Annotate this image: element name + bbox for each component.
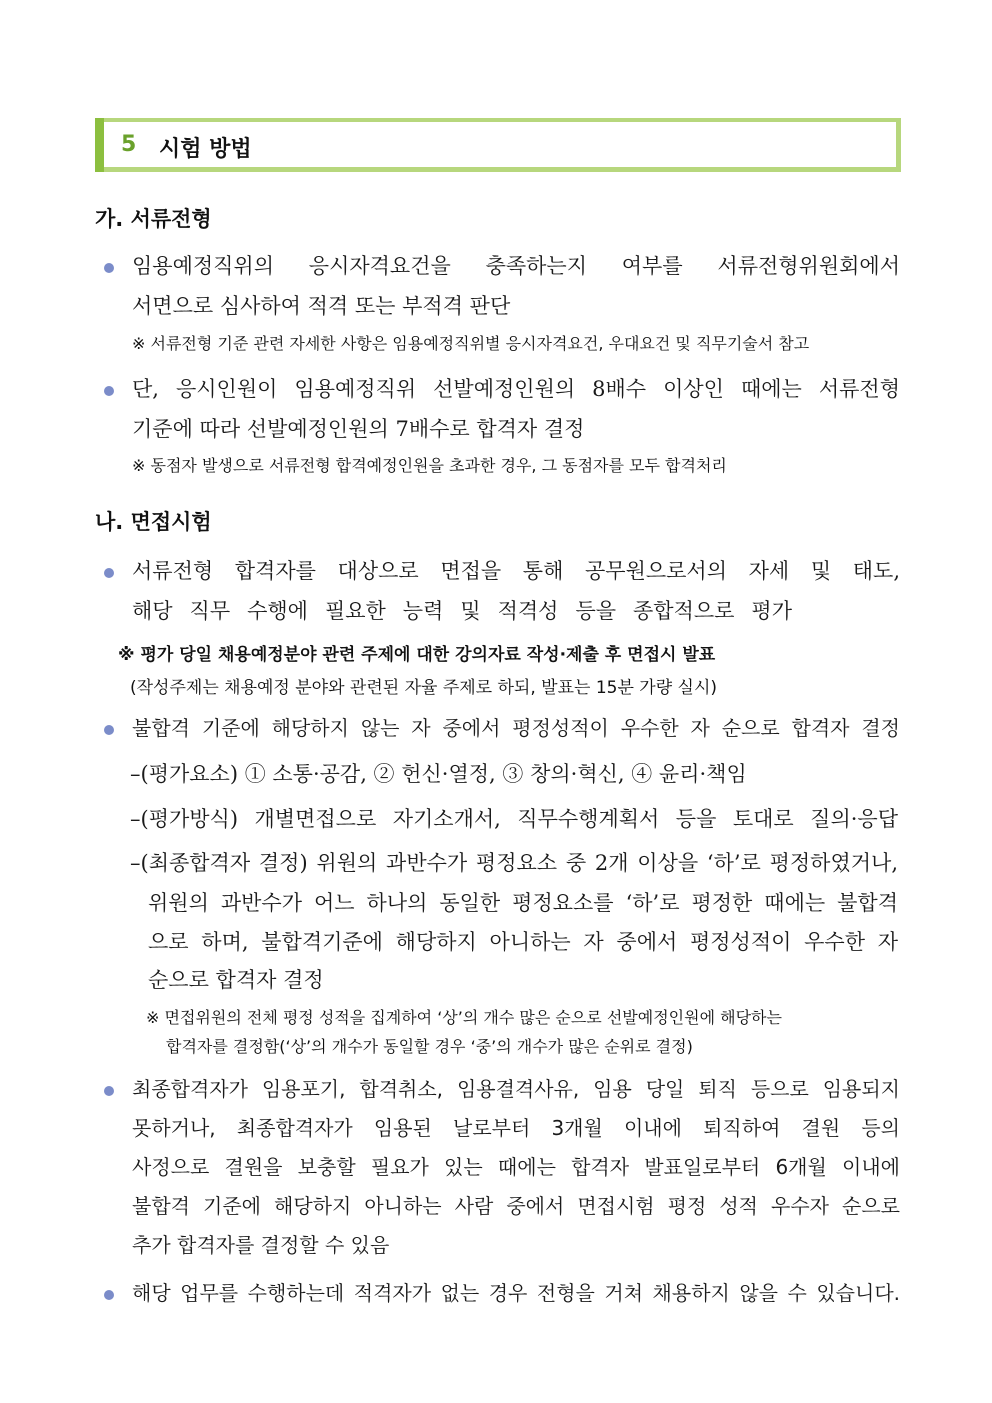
section-title: 시험 방법 [159, 137, 252, 162]
dash-item-criteria: –(평가요소) ① 소통·공감, ② 헌신·열정, ③ 창의·혁신, ④ 윤리·책임 [130, 762, 747, 786]
note-bold-text: ※ 평가 당일 채용예정분야 관련 주제에 대한 강의자료 작성·제출 후 면접시 발표 [118, 645, 716, 665]
bullet-text-line: 단, 응시인원이 임용예정직위 선발예정인원의 8배수 이상인 때에는 서류전형 [132, 377, 900, 401]
note-text: 합격자를 결정함(‘상’의 개수가 동일할 경우 ‘중’의 개수가 많은 순위로 결정) [166, 1037, 693, 1056]
bullet-dot-icon [104, 386, 114, 396]
section-accent-bar [95, 118, 104, 172]
bullet-text-line: 기준에 따라 선발예정인원의 7배수로 합격자 결정 [132, 417, 585, 441]
note-text: ※ 서류전형 기준 관련 자세한 사항은 임용예정직위별 응시자격요건, 우대요건 및 직무기술서 참고 [132, 334, 810, 353]
note-text: ※ 동점자 발생으로 서류전형 합격예정인원을 초과한 경우, 그 동점자를 모두 합격처리 [132, 456, 727, 475]
dash-item-text-line: 으로 하며, 불합격기준에 해당하지 아니하는 자 중에서 평정성적이 우수한 자 [148, 930, 898, 954]
dash-item-text-line: 순으로 합격자 결정 [148, 968, 324, 992]
bullet-text-line: 사정으로 결원을 보충할 필요가 있는 때에는 합격자 발표일로부터 6개월 이내에 [132, 1155, 900, 1179]
subheading-document-screening: 가. 서류전형 [95, 207, 212, 231]
bullet-text-line: 못하거나, 최종합격자가 임용된 날로부터 3개월 이내에 퇴직하여 결원 등의 [132, 1116, 900, 1140]
dash-item-final-decision: –(최종합격자 결정) 위원의 과반수가 평정요소 중 2개 이상을 ‘하’로 평정하였거나, [130, 851, 898, 875]
note-text: ※ 면접위원의 전체 평정 성적을 집계하여 ‘상’의 개수 많은 순으로 선발예정인원에 해당하는 [146, 1008, 782, 1027]
bullet-text-line: 불합격 기준에 해당하지 않는 자 중에서 평정성적이 우수한 자 순으로 합격자 결정 [132, 716, 900, 740]
bullet-text-line: 임용예정직위의 응시자격요건을 충족하는지 여부를 서류전형위원회에서 [132, 254, 900, 278]
bullet-dot-icon [104, 1086, 114, 1096]
subheading-interview: 나. 면접시험 [95, 510, 212, 534]
dash-item-text-line: 위원의 과반수가 어느 하나의 동일한 평정요소를 ‘하’로 평정한 때에는 불합격 [148, 891, 898, 915]
note-text: (작성주제는 채용예정 분야와 관련된 자율 주제로 하되, 발표는 15분 가량 실시) [130, 678, 717, 698]
bullet-text-line: 불합격 기준에 해당하지 아니하는 사람 중에서 면접시험 평정 성적 우수자 순으로 [132, 1194, 900, 1218]
section-number: 5 [121, 132, 137, 157]
bullet-dot-icon [104, 1290, 114, 1300]
bullet-text-line: 최종합격자가 임용포기, 합격취소, 임용결격사유, 임용 당일 퇴직 등으로 임용되지 [132, 1077, 900, 1101]
bullet-text-line: 추가 합격자를 결정할 수 있음 [132, 1233, 390, 1257]
bullet-dot-icon [104, 263, 114, 273]
bullet-dot-icon [104, 568, 114, 578]
bullet-dot-icon [104, 725, 114, 735]
bullet-text-line: 서류전형 합격자를 대상으로 면접을 통해 공무원으로서의 자세 및 태도, [132, 559, 900, 583]
bullet-text-line: 해당 직무 수행에 필요한 능력 및 적격성 등을 종합적으로 평가 [132, 599, 792, 623]
dash-item-method: –(평가방식) 개별면접으로 자기소개서, 직무수행계획서 등을 토대로 질의·응답 [130, 807, 898, 831]
bullet-text-line: 해당 업무를 수행하는데 적격자가 없는 경우 전형을 거쳐 채용하지 않을 수 있습니다. [132, 1281, 900, 1305]
bullet-text-line: 서면으로 심사하여 적격 또는 부적격 판단 [132, 294, 511, 318]
section-header [95, 118, 901, 172]
